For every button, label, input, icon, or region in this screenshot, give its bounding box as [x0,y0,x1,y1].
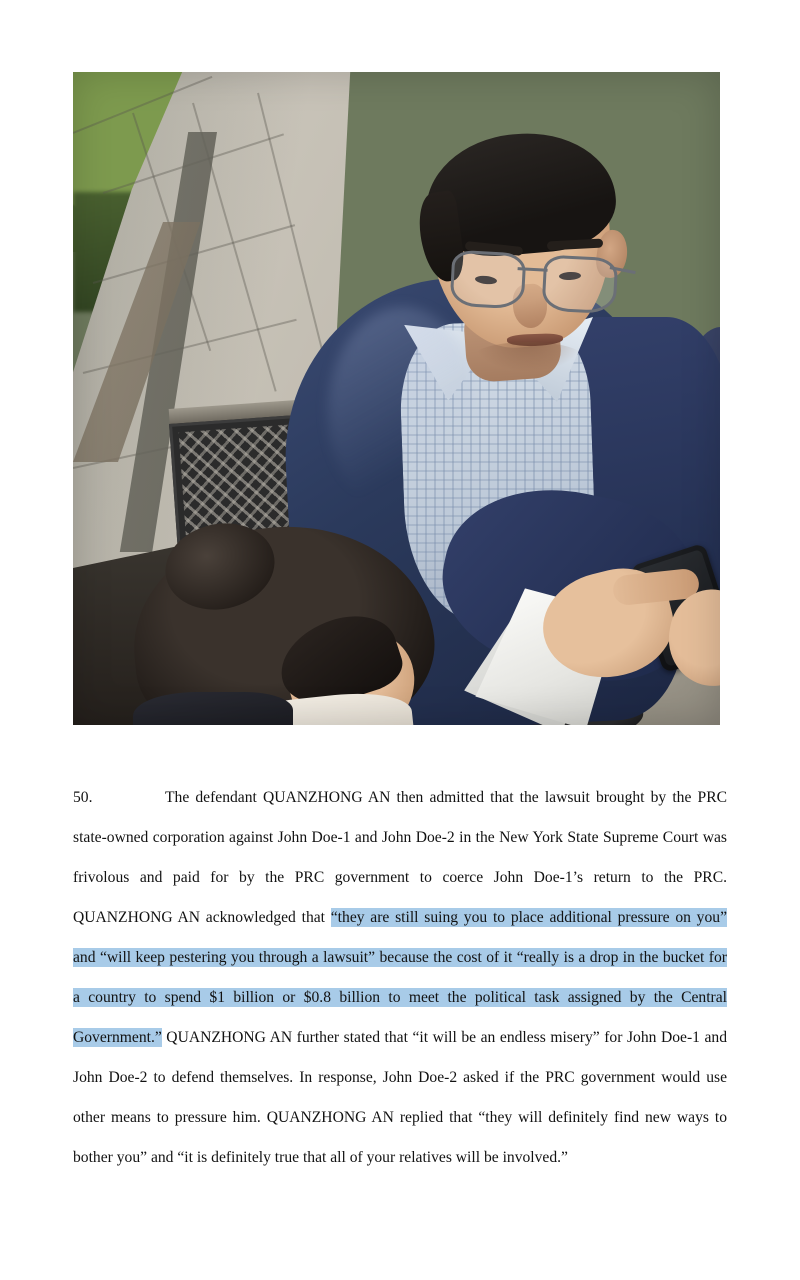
eyeglass-lens-left [450,250,527,310]
paragraph-50 [73,778,727,1178]
photo-canvas [73,72,720,725]
paragraph-segment-plain-2: QUANZHONG AN further stated that “it will be an endless misery” for John Doe-1 and John Doe-2 to defend themselves. In response, John Doe-2 asked if the PRC government would use other means to pressure him. QUANZHONG AN replied that “they will definitely find new ways to bother you” and “it is definitely true that all of your relatives will be involved.” [73,1029,727,1166]
eyeglasses-icon [449,246,618,317]
man-chin-shadow [473,342,583,372]
eyeglass-lens-right [541,255,618,315]
evidence-photo [73,72,720,725]
paragraph-number: 50. [73,789,93,806]
document-body-text [73,778,727,1178]
paragraph-segment-highlighted: “they are still suing you to place additional pressure on you” and “will keep pestering you through a lawsuit” because the cost of it “really is a drop in the bucket for a country to spend $1 billion or $0.8 billion to meet the political task assigned by the Central Government.” [73,909,727,1046]
paragraph-segment-plain-1: The defendant QUANZHONG AN then admitted that the lawsuit brought by the PRC state-owned corporation against John Doe-1 and John Doe-2 in the New York State Supreme Court was frivolous and paid for by the PRC government to coerce John Doe-1’s return to the PRC. QUANZHONG AN acknowledged that [73,789,727,926]
woman-shoulder [133,692,293,725]
jacket-highlight [328,307,478,517]
